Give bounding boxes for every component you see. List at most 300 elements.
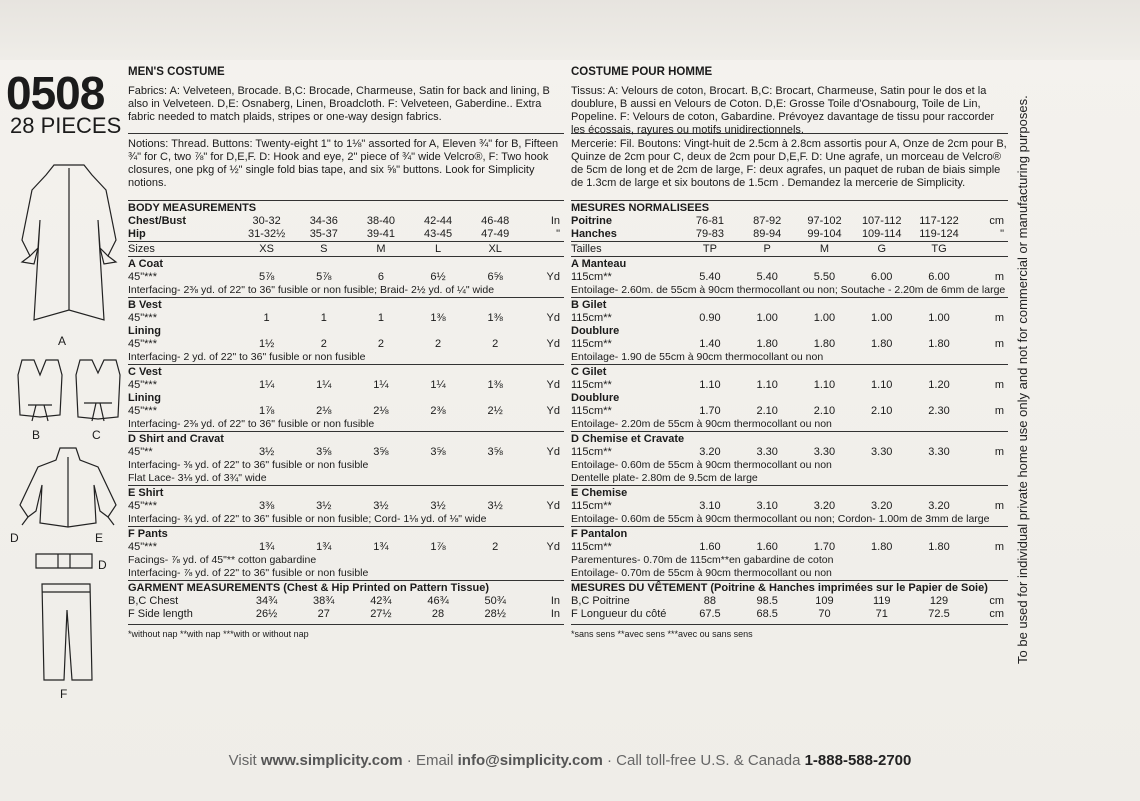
- yardage-value: 3⅜: [258, 500, 275, 512]
- table-row: [571, 527, 1008, 542]
- yardage-value: 5.40: [756, 271, 778, 283]
- yardage-value: 3.20: [871, 500, 893, 512]
- section-name: D Shirt and Cravat: [128, 433, 224, 445]
- table-row: [128, 392, 564, 405]
- section-name: C Vest: [128, 366, 162, 378]
- table-row: [128, 242, 564, 257]
- hip-value: 119-124: [919, 228, 959, 240]
- yardage-value: [467, 325, 524, 338]
- section-note: Dentelle plate- 2.80m de 9.5cm de large: [571, 472, 758, 484]
- hip-value: 89-94: [753, 228, 782, 240]
- yardage-value: [796, 392, 853, 405]
- table-row: [571, 298, 1008, 313]
- table-row: [571, 500, 1008, 513]
- section-note: Entoilage- 0.70m de 55cm à 90cm thermocollant ou non: [571, 567, 832, 579]
- chest-value: 76-81: [695, 215, 724, 227]
- hip-value: 35-37: [309, 228, 338, 240]
- yardage-value: 3.10: [699, 500, 721, 512]
- row-label: 115cm**: [571, 405, 612, 417]
- unit: [524, 325, 564, 338]
- garment-value: 71: [875, 608, 888, 620]
- yardage-value: 3⅝: [487, 446, 503, 458]
- unit: cm: [989, 595, 1004, 607]
- table-row: [128, 228, 564, 242]
- section-note: Facings- ⅞ yd. of 45"** cotton gabardine: [128, 554, 317, 566]
- yardage-value: [796, 325, 853, 338]
- section-name: E Chemise: [571, 487, 628, 499]
- yardage-value: 1½: [258, 338, 275, 350]
- row-label: Lining: [128, 325, 161, 337]
- yardage-value: [910, 325, 967, 338]
- section-note: Parementures- 0.70m de 115cm**en gabardine de coton: [571, 554, 834, 566]
- yardage-value: 3.30: [756, 446, 778, 458]
- row-label: 45"***: [128, 541, 157, 553]
- section-name: B Vest: [128, 299, 162, 311]
- yardage-value: 1¼: [258, 379, 275, 391]
- yardage-value: 1⅞: [258, 405, 275, 417]
- unit: Yd: [546, 379, 560, 391]
- table-row: [128, 298, 564, 313]
- divider: [571, 624, 1008, 625]
- yardage-value: 1.80: [871, 541, 893, 553]
- yardage-value: 1.10: [756, 379, 778, 391]
- yardage-value: 6.00: [871, 271, 893, 283]
- yardage-value: 5⅞: [316, 271, 332, 283]
- section-note: Flat Lace- 3⅛ yd. of 3¾" wide: [128, 472, 267, 484]
- garment-value: 46¾: [427, 595, 449, 607]
- email-link[interactable]: info@simplicity.com: [457, 752, 603, 769]
- yardage-value: 3.30: [871, 446, 893, 458]
- yardage-value: 1.80: [928, 338, 950, 350]
- size-value: L: [434, 243, 442, 255]
- hip-value: 47-49: [481, 228, 510, 240]
- yardage-value: 3½: [258, 446, 275, 458]
- yardage-value: 3⅝: [373, 446, 389, 458]
- section-note: Interfacing- 2 yd. of 22" to 36" fusible or non fusible: [128, 351, 366, 363]
- divider: [128, 133, 564, 134]
- section-name: F Pantalon: [571, 528, 628, 540]
- yardage-value: 1.70: [813, 541, 836, 553]
- yardage-value: 2: [377, 338, 384, 350]
- yardage-value: 1⅞: [430, 541, 446, 553]
- visit-label: Visit: [228, 752, 257, 769]
- garment-value: 34¾: [255, 595, 278, 607]
- chest-value: 107-112: [861, 215, 902, 227]
- size-value: XL: [488, 243, 502, 255]
- table-row: [571, 215, 1008, 228]
- yardage-value: 2⅛: [316, 405, 332, 417]
- sizes-label: Tailles: [571, 243, 602, 255]
- table-row: [571, 392, 1008, 405]
- yardage-value: 3½: [316, 500, 332, 512]
- garment-measurements-title: MESURES DU VÊTEMENT (Poitrine & Hanches imprimées sur le Papier de Soie): [571, 582, 988, 594]
- yardage-value: 1¼: [430, 379, 446, 391]
- top-band: [0, 0, 1140, 60]
- sketch-label-f: F: [60, 687, 68, 701]
- phone-number: 1-888-588-2700: [804, 752, 912, 769]
- size-value: M: [819, 243, 830, 255]
- table-row: [571, 472, 1008, 486]
- row-label: Doublure: [571, 325, 620, 337]
- table-row: [128, 567, 564, 581]
- yardage-value: 1: [377, 312, 384, 324]
- separator: ·: [602, 752, 617, 769]
- yardage-value: [681, 325, 738, 338]
- table-row: [128, 271, 564, 284]
- size-value: P: [763, 243, 771, 255]
- row-label: 115cm**: [571, 500, 612, 512]
- garment-measurements-title: GARMENT MEASUREMENTS (Chest & Hip Printed on Pattern Tissue): [128, 582, 489, 594]
- table-row: [128, 365, 564, 380]
- hip-value: 43-45: [423, 228, 453, 240]
- unit: m: [994, 379, 1004, 391]
- row-label: Doublure: [571, 392, 620, 404]
- piece-count: 28 PIECES: [10, 113, 122, 138]
- unit: m: [994, 446, 1004, 458]
- unit: m: [994, 541, 1004, 553]
- section-name: E Shirt: [128, 487, 164, 499]
- yardage-value: [409, 392, 466, 405]
- table-row: [128, 541, 564, 554]
- yardage-value: 1.10: [699, 379, 721, 391]
- yardage-value: 2⅜: [430, 405, 446, 417]
- garment-value: 26½: [255, 608, 278, 620]
- table-row: [571, 595, 1008, 608]
- french-column: [571, 66, 1008, 641]
- table-row: [571, 312, 1008, 325]
- yardage-value: 3.20: [699, 446, 721, 458]
- pants-sketch: [36, 580, 96, 690]
- row-label: 45"***: [128, 338, 157, 350]
- yardage-value: 2: [434, 338, 442, 350]
- yardage-value: 1.00: [813, 312, 836, 324]
- divider: [128, 624, 564, 625]
- yardage-value: 5.50: [813, 271, 836, 283]
- section-note: Entoilage- 2.60m. de 55cm à 90cm thermocollant ou non; Soutache - 2.20m de 6mm de large: [571, 284, 1006, 296]
- yardage-value: [467, 392, 524, 405]
- yardage-value: 1¾: [258, 541, 275, 553]
- fr-yardage-table: [571, 200, 1008, 641]
- sizes-label: Sizes: [128, 243, 155, 255]
- table-row: [128, 595, 564, 608]
- chest-value: 38-40: [366, 215, 395, 227]
- table-row: [128, 325, 564, 338]
- footnote: *without nap **with nap ***with or without nap: [128, 629, 309, 639]
- yardage-value: 1⅜: [487, 312, 503, 324]
- table-row: [571, 365, 1008, 380]
- yardage-value: 1⅜: [430, 312, 446, 324]
- garment-value: 70: [818, 608, 831, 620]
- size-value: G: [877, 243, 886, 255]
- unit: cm: [989, 215, 1004, 227]
- yardage-value: [853, 392, 910, 405]
- garment-value: 28: [431, 608, 445, 620]
- sketch-label-d2: D: [98, 558, 107, 572]
- yardage-value: 2⅛: [373, 405, 389, 417]
- table-row: [128, 418, 564, 432]
- section-name: B Gilet: [571, 299, 607, 311]
- table-row: [128, 405, 564, 418]
- table-row: [571, 201, 1008, 216]
- section-note: Interfacing- ⅜ yd. of 22" to 36" fusible or non fusible: [128, 459, 369, 471]
- table-row: [128, 284, 564, 298]
- section-name: D Chemise et Cravate: [571, 433, 685, 445]
- unit: In: [550, 215, 560, 227]
- table-row: [128, 486, 564, 501]
- row-label: Lining: [128, 392, 161, 404]
- chest-value: 46-48: [481, 215, 510, 227]
- unit: [968, 325, 1008, 338]
- yardage-value: 3½: [430, 500, 446, 512]
- garment-value: 68.5: [756, 608, 778, 620]
- yardage-value: 1.20: [928, 379, 950, 391]
- table-row: [571, 257, 1008, 272]
- garment-label: F Side length: [128, 608, 193, 620]
- unit: Yd: [546, 405, 560, 417]
- table-row: [571, 325, 1008, 338]
- table-row: [128, 379, 564, 392]
- row-label: 45"***: [128, 379, 157, 391]
- table-row: [128, 500, 564, 513]
- table-row: [571, 338, 1008, 351]
- table-row: [128, 608, 564, 621]
- garment-value: 72.5: [928, 608, 950, 620]
- fr-title: COSTUME POUR HOMME: [571, 66, 713, 78]
- table-row: [571, 554, 1008, 567]
- en-fabrics: Fabrics: A: Velveteen, Brocade. B,C: Brocade, Charmeuse, Satin for back and lining, B also in Velveteen. D,E: Osnaberg, Linen, Broadcloth. F: Velveteen, Gaberdine.. Extra fabric needed to match plaids, stripes or one-way design fabrics.: [128, 85, 550, 123]
- garment-label: B,C Chest: [128, 595, 179, 607]
- unit: Yd: [546, 541, 560, 553]
- yardage-value: 2.30: [928, 405, 950, 417]
- garment-value: 38¾: [313, 595, 335, 607]
- yardage-value: [238, 392, 295, 405]
- hip-value: 109-114: [861, 228, 902, 240]
- chest-value: 87-92: [753, 215, 782, 227]
- hip-value: 31-32½: [247, 228, 286, 240]
- yardage-value: 5⅞: [258, 271, 275, 283]
- chest-value: 30-32: [252, 215, 281, 227]
- shirt-sketch: [8, 445, 128, 535]
- section-note: Entoilage- 2.20m de 55cm à 90cm thermocollant ou non: [571, 418, 832, 430]
- unit: Yd: [546, 500, 560, 512]
- unit: [524, 392, 564, 405]
- yardage-value: 5.40: [699, 271, 721, 283]
- hip-value: 39-41: [366, 228, 395, 240]
- yardage-value: 6: [377, 271, 384, 283]
- yardage-value: 2: [492, 338, 499, 350]
- row-label: 45"***: [128, 312, 157, 324]
- table-row: [571, 405, 1008, 418]
- garment-value: 42¾: [370, 595, 392, 607]
- english-column: [128, 66, 564, 641]
- row-label: 115cm**: [571, 446, 612, 458]
- yardage-value: 2.10: [756, 405, 778, 417]
- table-row: [128, 201, 564, 216]
- table-row: [571, 459, 1008, 472]
- unit: Yd: [546, 271, 560, 283]
- table-row: [128, 338, 564, 351]
- hip-label: Hip: [128, 228, 146, 240]
- yardage-value: [910, 392, 967, 405]
- size-value: TG: [931, 243, 947, 255]
- table-row: [128, 215, 564, 228]
- sketch-label-e: E: [95, 531, 104, 545]
- fr-measurement-table: [571, 200, 1008, 621]
- table-row: [571, 541, 1008, 554]
- yardage-value: 1.40: [699, 338, 721, 350]
- chest-label: Poitrine: [571, 215, 612, 227]
- table-row: [571, 284, 1008, 298]
- unit: ": [1000, 228, 1004, 240]
- en-notions: Notions: Thread. Buttons: Twenty-eight 1" to 1⅛" assorted for A, Eleven ¾" for B, Fifteen ¾" for C, two ⅞" for D,E,F. D: Hook and eye, 2" piece of ¾" wide Velcro®, F: Two hook closures, one pkg of ½" single fold bias tape, and six ⅝" buttons. Look for Simplicity notions.: [128, 138, 559, 189]
- garment-value: 27½: [370, 608, 392, 620]
- unit: m: [994, 312, 1004, 324]
- vest-c-sketch: [68, 355, 128, 435]
- yardage-value: 1.80: [756, 338, 778, 350]
- yardage-value: 1: [320, 312, 327, 324]
- unit: ": [556, 228, 560, 240]
- table-row: [128, 446, 564, 459]
- table-row: [571, 242, 1008, 257]
- yardage-value: 1.00: [756, 312, 778, 324]
- yardage-value: [295, 325, 352, 338]
- table-row: [128, 554, 564, 567]
- garment-value: 129: [929, 595, 949, 607]
- yardage-value: 2½: [487, 405, 503, 417]
- table-row: [571, 608, 1008, 621]
- footnote: *sans sens **avec sens ***avec ou sans sens: [571, 629, 753, 639]
- unit: Yd: [546, 338, 560, 350]
- yardage-value: 1: [263, 312, 270, 324]
- chest-value: 34-36: [309, 215, 338, 227]
- chest-value: 42-44: [423, 215, 453, 227]
- yardage-value: [238, 325, 295, 338]
- table-row: [128, 472, 564, 486]
- row-label: 45"***: [128, 500, 157, 512]
- contact-footer: [0, 752, 1140, 769]
- table-row: [571, 581, 1008, 596]
- table-row: [571, 513, 1008, 527]
- coat-sketch: [14, 160, 124, 335]
- unit: In: [550, 595, 560, 607]
- table-row: [571, 567, 1008, 581]
- separator: ·: [402, 752, 416, 769]
- yardage-value: [295, 392, 352, 405]
- yardage-value: [739, 325, 796, 338]
- unit: m: [994, 338, 1004, 350]
- hip-value: 79-83: [695, 228, 724, 240]
- yardage-value: 1¼: [316, 379, 332, 391]
- chest-value: 97-102: [807, 215, 842, 227]
- unit: [968, 392, 1008, 405]
- sketch-label-b: B: [32, 428, 41, 442]
- unit: m: [994, 271, 1004, 283]
- garment-label: F Longueur du côté: [571, 608, 667, 620]
- section-name: A Coat: [128, 258, 164, 270]
- yardage-value: 2: [492, 541, 499, 553]
- table-row: [128, 513, 564, 527]
- table-row: [571, 446, 1008, 459]
- hip-value: 99-104: [807, 228, 842, 240]
- table-row: [571, 228, 1008, 242]
- sketch-label-d: D: [10, 531, 19, 545]
- chest-label: Chest/Bust: [128, 215, 187, 227]
- unit: Yd: [546, 446, 560, 458]
- table-row: [128, 459, 564, 472]
- yardage-value: 1¾: [316, 541, 332, 553]
- yardage-value: 0.90: [699, 312, 721, 324]
- yardage-value: 6.00: [928, 271, 950, 283]
- yardage-value: 3⅝: [430, 446, 446, 458]
- pattern-number: 0508: [6, 67, 105, 119]
- garment-value: 88: [703, 595, 717, 607]
- yardage-value: 1.10: [871, 379, 893, 391]
- row-label: 45"**: [128, 446, 153, 458]
- section-note: Entoilage- 1.90 de 55cm à 90cm thermocollant ou non: [571, 351, 824, 363]
- table-row: [128, 257, 564, 272]
- body-measurements-title: BODY MEASUREMENTS: [128, 202, 257, 214]
- yardage-value: 1.80: [871, 338, 893, 350]
- yardage-value: 1⅜: [487, 379, 503, 391]
- usage-notice: To be used for individual private home use only and not for commercial or manufacturing purposes.: [1015, 95, 1030, 664]
- yardage-value: [352, 392, 409, 405]
- garment-value: 109: [815, 595, 834, 607]
- yardage-value: 1.70: [699, 405, 721, 417]
- yardage-value: [739, 392, 796, 405]
- section-note: Entoilage- 0.60m de 55cm à 90cm thermocollant ou non; Cordon- 1.00m de 3mm de large: [571, 513, 990, 525]
- yardage-value: 3.10: [756, 500, 778, 512]
- fr-fabrics: Tissus: A: Velours de coton, Brocart. B,C: Brocart, Charmeuse, Satin pour le dos et la doublure, B aussi en Velours de Coton. D,E: Grosse Toile d'Osnabourg, Toile de Lin, Popeline. F: Velours de coton, Gabardine. Prévoyez davantage de tissu pour raccorder les écossais, rayures ou motifs unidirectionnels.: [571, 85, 995, 136]
- table-row: [571, 351, 1008, 365]
- yardage-value: 6½: [430, 271, 446, 283]
- section-name: F Pants: [128, 528, 168, 540]
- fr-notions: Mercerie: Fil. Boutons: Vingt-huit de 2.5cm à 2.8cm assortis pour A, Onze de 2cm pour B, Quinze de 2cm pour C, deux de 2cm pour D,E,F. D: Une agrafe, un morceau de Velcro® de 5cm de long et de 2cm de large, F: deux agrafes, un paquet de ruban de biais simple de 1.3cm de large et six boutons de 1.5cm . Demandez la mercerie de Simplicity.: [571, 138, 1007, 189]
- section-note: Interfacing- ⅞ yd. of 22" to 36" fusible or non fusible: [128, 567, 369, 579]
- table-row: [571, 486, 1008, 501]
- sketch-label-c: C: [92, 428, 101, 442]
- call-label: Call toll-free U.S. & Canada: [616, 752, 801, 769]
- en-yardage-table: [128, 200, 564, 641]
- yardage-value: 2: [320, 338, 327, 350]
- row-label: 115cm**: [571, 541, 612, 553]
- yardage-value: 6⅝: [487, 271, 503, 283]
- unit: Yd: [546, 312, 560, 324]
- garment-value: 50¾: [484, 595, 506, 607]
- en-title: MEN'S COSTUME: [128, 66, 225, 78]
- yardage-value: 1.60: [699, 541, 721, 553]
- row-label: 115cm**: [571, 379, 612, 391]
- yardage-value: [853, 325, 910, 338]
- row-label: 45"***: [128, 271, 157, 283]
- section-name: C Gilet: [571, 366, 607, 378]
- table-row: [128, 581, 564, 596]
- garment-value: 28½: [484, 608, 506, 620]
- unit: m: [994, 405, 1004, 417]
- row-label: 115cm**: [571, 271, 612, 283]
- size-value: XS: [259, 243, 274, 255]
- yardage-value: 1.00: [871, 312, 893, 324]
- en-measurement-table: [128, 200, 564, 621]
- table-row: [128, 351, 564, 365]
- section-note: Interfacing- 2⅜ yd. of 22" to 36" fusible or non fusible; Braid- 2½ yd. of ¼" wide: [128, 284, 495, 296]
- website-link[interactable]: www.simplicity.com: [260, 752, 403, 769]
- email-label: Email: [415, 752, 454, 769]
- garment-value: 119: [872, 595, 891, 607]
- unit: cm: [989, 608, 1004, 620]
- yardage-value: 1.80: [928, 541, 950, 553]
- yardage-value: [681, 392, 738, 405]
- section-note: Interfacing- ¾ yd. of 22" to 36" fusible or non fusible; Cord- 1⅛ yd. of ⅛" wide: [128, 513, 487, 525]
